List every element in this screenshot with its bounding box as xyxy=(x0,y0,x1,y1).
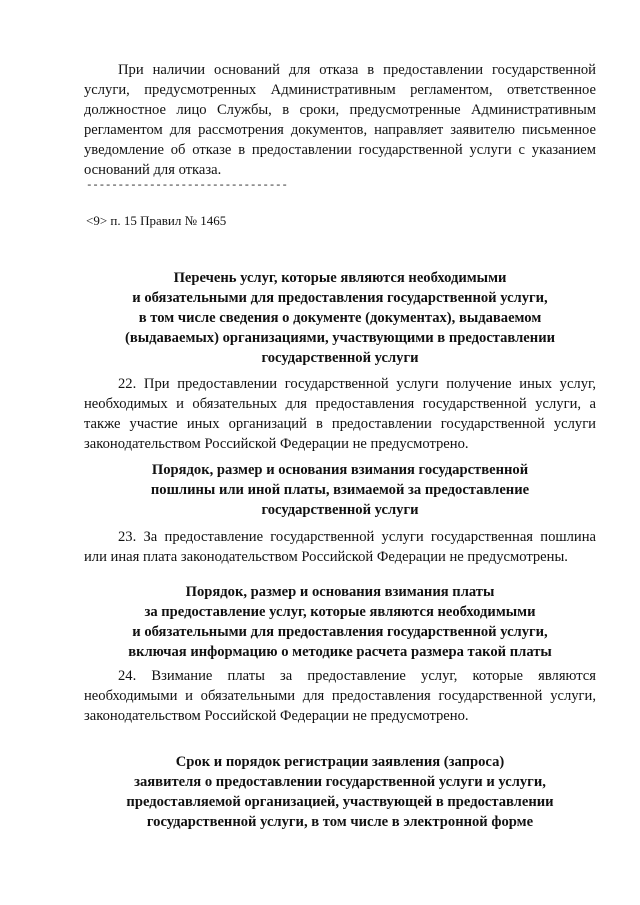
paragraph-refusal: При наличии оснований для отказа в предоставлении государственной услуги, предусмотренных Административным регламентом, ответственное должностное лицо Службы, в сроки, предусмотренные Административным регламентом для рассмотрения документов, направляет заявителю письменное уведомление об отказе в предоставлении государственной услуги с указанием оснований для отказа. xyxy=(84,62,596,178)
heading-services xyxy=(84,268,596,368)
paragraph-24: 24. Взимание платы за предоставление услуг, которые являются необходимыми и обязательными для предоставления государственной услуги, законодательством Российской Федерации не предусмотрено. xyxy=(84,668,596,724)
heading-line: Перечень услуг, которые являются необходимыми xyxy=(173,270,507,286)
heading-line: государственной услуги xyxy=(261,350,419,366)
paragraph-23: 23. За предоставление государственной услуги государственная пошлина или иная плата законодательством Российской Федерации не предусмотрены. xyxy=(84,529,596,565)
heading-line: и обязательными для предоставления государственной услуги, xyxy=(132,624,548,640)
heading-line: Порядок, размер и основания взимания государственной xyxy=(151,462,529,478)
heading-line: и обязательными для предоставления государственной услуги, xyxy=(132,290,548,306)
heading-line: за предоставление услуг, которые являются необходимыми xyxy=(144,604,536,620)
footnote-separator: -------------------------------- xyxy=(86,180,288,192)
footnote: <9> п. 15 Правил № 1465 xyxy=(86,213,227,228)
heading-payment xyxy=(84,582,596,662)
heading-line: Срок и порядок регистрации заявления (запроса) xyxy=(175,754,505,770)
paragraph-22: 22. При предоставлении государственной услуги получение иных услуг, необходимых и обязательных для предоставления государственной услуги, а также участие иных организаций в предоставлении государственной услуги законодательством Российской Федерации не предусмотрено. xyxy=(84,376,596,452)
heading-line: Порядок, размер и основания взимания платы xyxy=(185,584,495,600)
heading-line: включая информацию о методике расчета размера такой платы xyxy=(128,644,552,660)
heading-fee xyxy=(84,460,596,520)
heading-line: в том числе сведения о документе (документах), выдаваемом xyxy=(138,310,542,326)
heading-line: (выдаваемых) организациями, участвующими в предоставлении xyxy=(124,330,556,346)
heading-line: государственной услуги, в том числе в электронной форме xyxy=(146,814,534,830)
heading-registration xyxy=(84,752,596,832)
heading-line: заявителя о предоставлении государственной услуги и услуги, xyxy=(134,774,546,790)
heading-line: предоставляемой организацией, участвующей в предоставлении xyxy=(126,794,554,810)
heading-line: пошлины или иной платы, взимаемой за предоставление xyxy=(150,482,530,498)
heading-line: государственной услуги xyxy=(261,502,419,518)
